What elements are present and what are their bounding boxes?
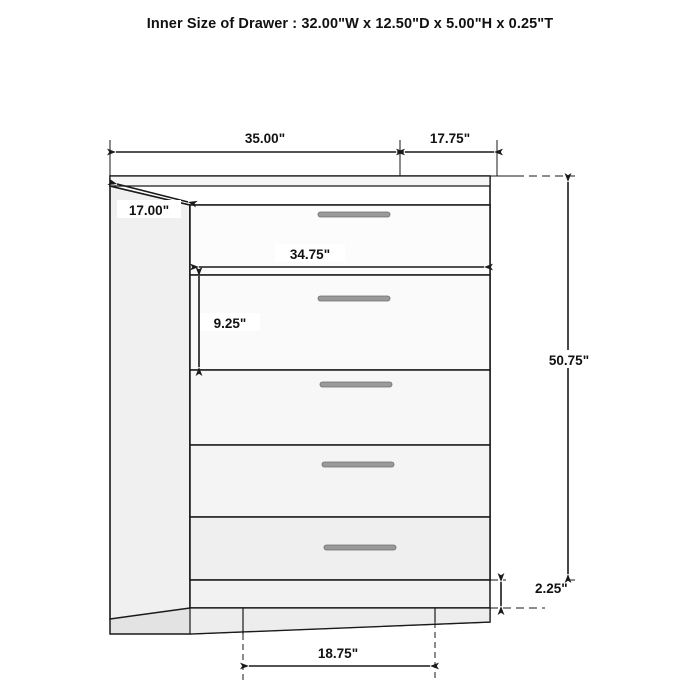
drawer-handle-icon[interactable] (322, 462, 394, 467)
dimension-label-side-depth: 17.00" (128, 203, 170, 218)
chest-base-front (190, 608, 490, 634)
dimension-top-depth (405, 128, 494, 152)
dimension-label-top-width: 35.00" (244, 131, 286, 146)
drawer-front-4[interactable] (190, 445, 490, 517)
drawer-handle-icon[interactable] (318, 296, 390, 301)
page-title: Inner Size of Drawer : 32.00"W x 12.50"D x 5.00"H x 0.25"T (146, 16, 554, 32)
dimension-label-base-height: 2.25" (535, 581, 568, 596)
chest-left-side-panel (110, 186, 190, 619)
chest-base-rail (190, 580, 490, 608)
dimension-label-overall-height: 50.75" (548, 353, 590, 368)
drawer-front-3[interactable] (190, 370, 490, 445)
drawer-handle-icon[interactable] (320, 382, 392, 387)
dimension-label-top-depth: 17.75" (429, 131, 471, 146)
dimension-base-height (501, 578, 568, 606)
drawer-front-1[interactable] (190, 205, 490, 275)
dimension-foot-span (249, 643, 430, 666)
dimension-label-foot-span: 18.75" (317, 646, 359, 661)
drawer-front-5[interactable] (190, 517, 490, 580)
drawer-handle-icon[interactable] (318, 212, 390, 217)
dimension-top-width (116, 128, 396, 152)
drawer-handle-icon[interactable] (324, 545, 396, 550)
chest-top-edge (110, 176, 490, 186)
dimension-label-drawer-width: 34.75" (289, 247, 331, 262)
dimension-overall-height (536, 182, 602, 574)
dimension-label-drawer-height: 9.25" (213, 316, 247, 331)
